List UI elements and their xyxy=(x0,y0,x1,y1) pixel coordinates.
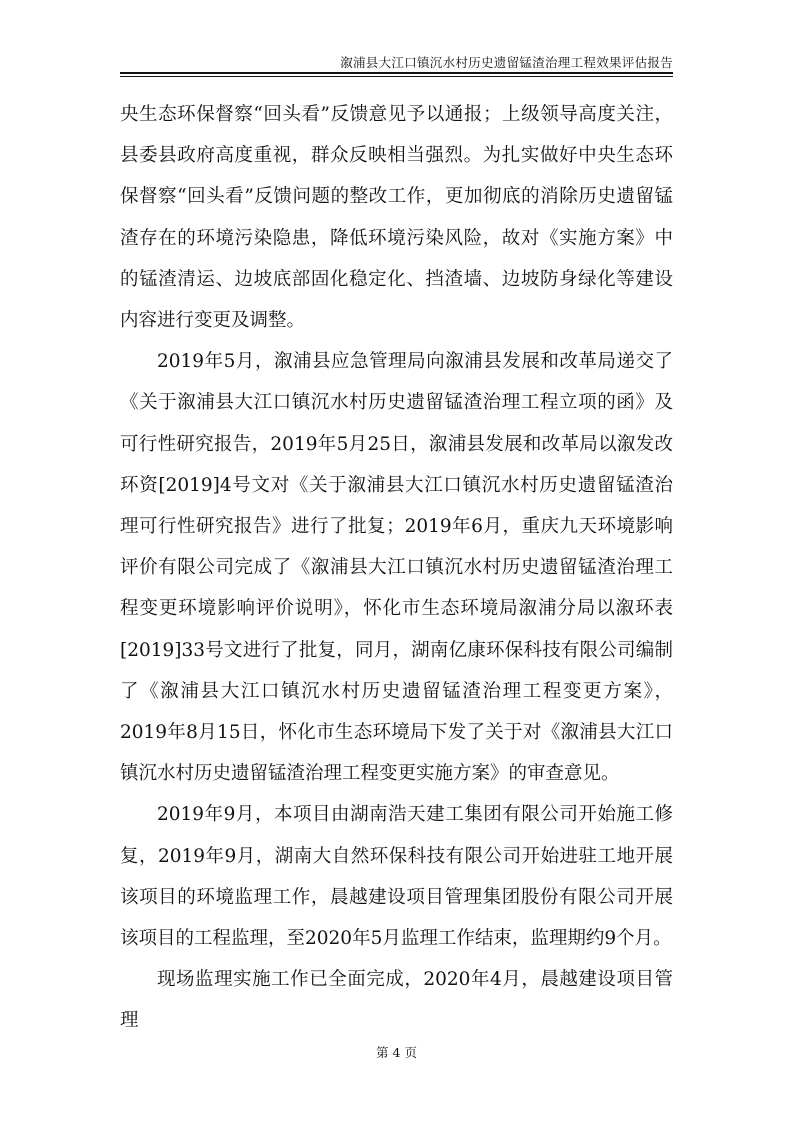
running-header-title: 溆浦县大江口镇沉水村历史遗留锰渣治理工程效果评估报告 xyxy=(340,55,673,70)
paragraph-approval-history: 2019年5月，溆浦县应急管理局向溆浦县发展和改革局递交了《关于溆浦县大江口镇沉水村历史遗留锰渣治理工程立项的函》及可行性研究报告，2019年5月25日，溆浦县发展和改革局以溆发改环资[2019]4号文对《关于溆浦县大江口镇沉水村历史遗留锰渣治理可行性研究报告》进行了批复；2019年6月，重庆九天环境影响评价有限公司完成了《溆浦县大江口镇沉水村历史遗留锰渣治理工程变更环境影响评价说明》，怀化市生态环境局溆浦分局以溆环表[2019]33号文进行了批复，同月，湖南亿康环保科技有限公司编制了《溆浦县大江口镇沉水村历史遗留锰渣治理工程变更方案》，2019年8月15日，怀化市生态环境局下发了关于对《溆浦县大江口镇沉水村历史遗留锰渣治理工程变更实施方案》的审查意见。 xyxy=(120,351,673,785)
body-text xyxy=(120,94,673,1042)
page-number: 第 4 页 xyxy=(376,1045,417,1060)
header-rule-thick xyxy=(120,72,673,74)
paragraph-supervision: 现场监理实施工作已全面完成，2020年4月，晨越建设项目管理 xyxy=(120,969,673,1032)
paragraph-construction: 2019年9月，本项目由湖南浩天建工集团有限公司开始施工修复，2019年9月，湖南大自然环保科技有限公司开始进驻工地开展该项目的环境监理工作，晨越建设项目管理集团股份有限公司开展该项目的工程监理，至2020年5月监理工作结束，监理期约9个月。 xyxy=(120,804,673,950)
header-rule-thin xyxy=(120,76,673,77)
paragraph-continued: 央生态环保督察“回头看”反馈意见予以通报；上级领导高度关注，县委县政府高度重视，群众反映相当强烈。为扎实做好中央生态环保督察“回头看”反馈问题的整改工作，更加彻底的消除历史遗留锰渣存在的环境污染隐患，降低环境污染风险，故对《实施方案》中的锰渣清运、边坡底部固化稳定化、挡渣墙、边坡防身绿化等建设内容进行变更及调整。 xyxy=(120,104,673,332)
